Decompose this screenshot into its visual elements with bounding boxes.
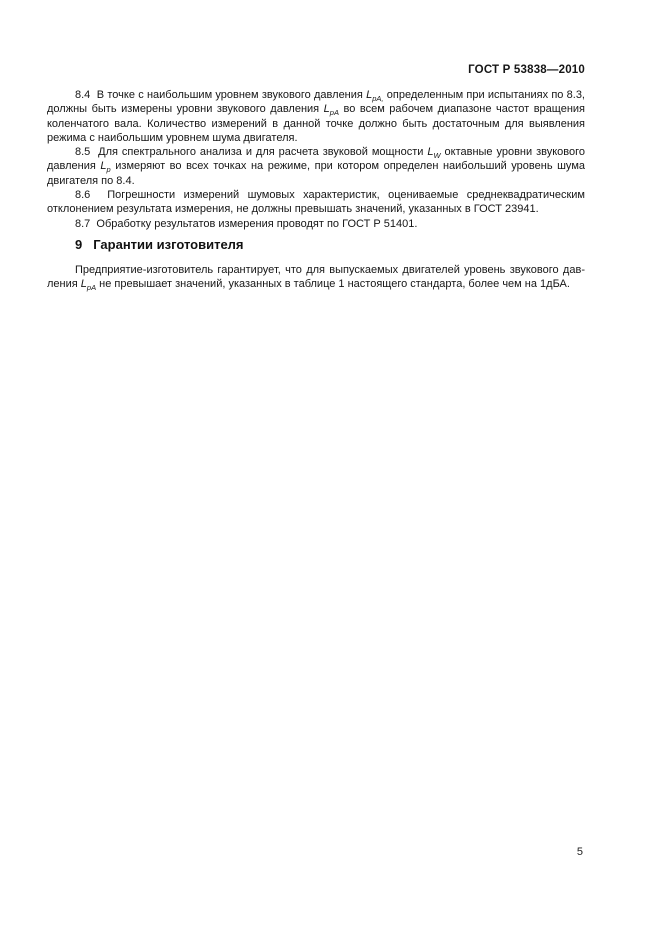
formula-base: L xyxy=(323,103,330,116)
paragraph-8-4-lead: 8.4 В точке с наибольшим уровнем звукового давления xyxy=(75,89,367,101)
paragraph-guarantee-lead: Предприятие-изготовитель гарантирует, что для выпускаемых двигателей уровень звукового давления xyxy=(47,263,585,291)
paragraph-8-6: 8.6 Погрешности измерений шумовых характеристик, оцениваемые среднеквадратическим отклонением результата измерения, не должны превышать значений, указанных в ГОСТ 23941. xyxy=(47,189,585,216)
formula-base: L xyxy=(100,160,107,173)
section-9-title: Гарантии изготовителя xyxy=(93,236,244,252)
formula-base: L xyxy=(80,278,87,291)
paragraph-8-5-lead: 8.5 Для спектрального анализа и для расчета звуковой мощности xyxy=(75,146,428,159)
paragraph-guarantee-tail: не превышает значений, указанных в таблице 1 настоящего стандарта, более чем на 1дБА. xyxy=(96,278,570,291)
document-code-header: ГОСТ Р 53838—2010 xyxy=(468,64,585,76)
sound-pressure-level-symbol xyxy=(323,103,339,118)
paragraph-8-5-tail: измеряют во всех точках на режиме, при котором определен наибольший уровень шума двигателя по 8.4. xyxy=(47,160,585,187)
document-content xyxy=(47,0,585,292)
formula-subscript: pA, xyxy=(372,94,384,104)
paragraph-8-5-mid: октавные уровни звукового давления xyxy=(47,146,586,173)
section-9-number: 9 xyxy=(75,236,83,252)
sound-pressure-level-symbol xyxy=(80,278,97,293)
formula-subscript: W xyxy=(433,151,441,161)
page-number: 5 xyxy=(576,846,583,858)
paragraph-8-4 xyxy=(47,88,585,145)
formula-subscript: p xyxy=(106,165,111,175)
paragraph-8-7: 8.7 Обработку результатов измерения проводят по ГОСТ Р 51401. xyxy=(75,217,418,230)
paragraph-8-4-tail: во всем рабочем диапазоне частот вращения коленчатого вала. Количество измерений в данной точке должно быть достаточным для выявления режима с наибольшим уровнем шума двигателя. xyxy=(47,103,585,144)
paragraph-guarantee xyxy=(47,263,585,292)
sound-pressure-level-symbol xyxy=(366,89,384,104)
formula-base: L xyxy=(366,89,373,101)
sound-pressure-level-symbol xyxy=(100,160,111,175)
formula-subscript: pA xyxy=(329,108,339,118)
formula-base: L xyxy=(427,146,434,159)
section-9-heading xyxy=(47,237,585,252)
paragraph-8-4-mid: определенным при испытаниях по 8.3, должны быть измерены уровни звукового давления xyxy=(47,89,585,116)
formula-subscript: pA xyxy=(86,283,97,293)
sound-power-level-symbol xyxy=(427,146,441,161)
paragraph-8-5 xyxy=(47,145,585,188)
